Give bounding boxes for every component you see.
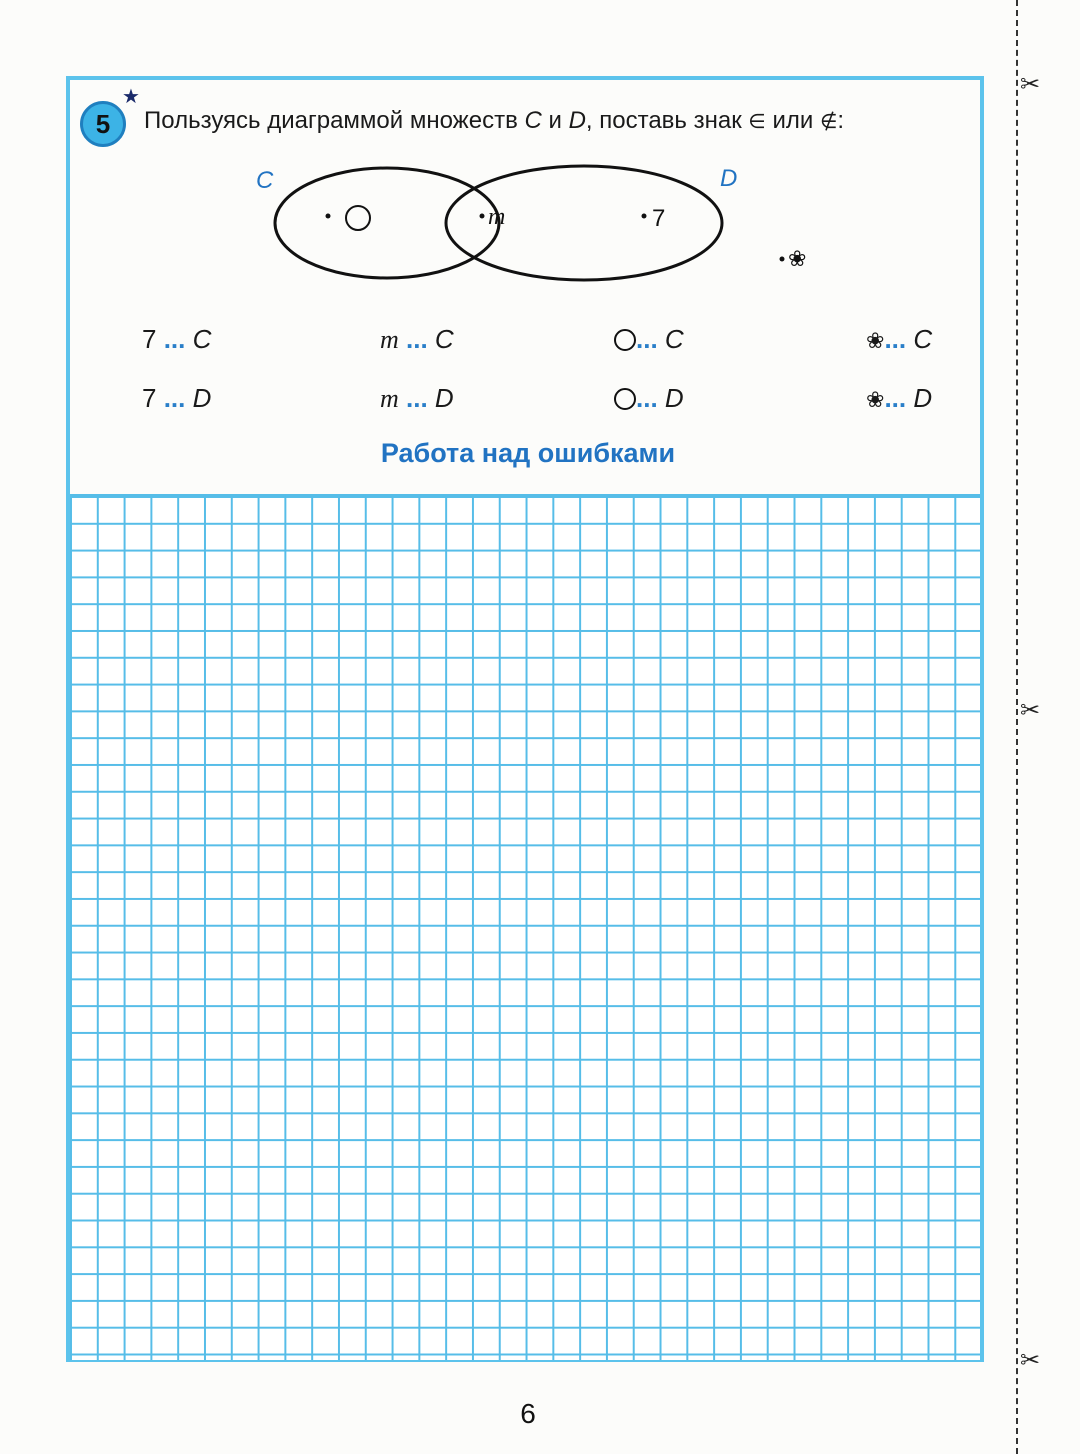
point-dot xyxy=(326,214,331,219)
scissors-icon: ✂ xyxy=(1020,70,1041,98)
answer-blank[interactable]: ... xyxy=(636,383,658,413)
scissors-icon: ✂ xyxy=(1020,1346,1041,1374)
exercise-circle-in-d: ... D xyxy=(614,383,684,414)
exercise-flower-in-c: ❀... C xyxy=(866,324,933,354)
section-title: Работа над ошибками xyxy=(380,438,676,468)
exercise-m-in-c: m ... C xyxy=(380,324,454,354)
circle-icon xyxy=(614,388,636,410)
answer-blank[interactable]: ... xyxy=(163,383,186,413)
circle-icon xyxy=(614,329,636,351)
circle-element xyxy=(346,206,370,230)
set-d-label: D xyxy=(720,165,738,192)
answer-blank[interactable]: ... xyxy=(884,383,907,413)
answer-blank[interactable]: ... xyxy=(406,383,428,413)
task-number: 5 xyxy=(95,108,111,139)
scissors-icon: ✂ xyxy=(1020,696,1041,724)
task-instruction: Пользуясь диаграммой множеств C и D, поставь знак ∈ или ∉: xyxy=(144,107,845,134)
task-number-badge xyxy=(80,101,126,147)
exercise-7-in-d: 7 ... D xyxy=(142,383,212,413)
element-7: 7 xyxy=(652,205,666,232)
set-c-label: C xyxy=(256,167,274,194)
point-dot xyxy=(480,214,485,219)
venn-diagram xyxy=(250,160,810,300)
flower-element-icon: ❀ xyxy=(788,247,807,272)
element-of-symbol: ∈ xyxy=(748,109,766,133)
answer-blank[interactable]: ... xyxy=(636,324,658,354)
exercise-m-in-d: m ... D xyxy=(380,383,454,413)
exercise-circle-in-c: ... C xyxy=(614,324,684,355)
flower-icon: ❀ xyxy=(866,329,885,354)
point-dot xyxy=(780,257,785,262)
flower-icon: ❀ xyxy=(866,388,885,413)
set-c-ellipse xyxy=(275,168,499,278)
cut-line xyxy=(1016,0,1018,1454)
exercise-7-in-c: 7 ... C xyxy=(142,324,212,354)
point-dot xyxy=(642,214,647,219)
page-number: 6 xyxy=(520,1398,536,1429)
grid-writing-area[interactable] xyxy=(70,494,980,1360)
answer-blank[interactable]: ... xyxy=(163,324,186,354)
exercise-flower-in-d: ❀... D xyxy=(866,383,933,413)
answer-blank[interactable]: ... xyxy=(406,324,428,354)
element-m: m xyxy=(488,204,506,230)
answer-blank[interactable]: ... xyxy=(884,324,907,354)
not-element-of-symbol: ∉ xyxy=(819,109,838,133)
star-icon: ★ xyxy=(122,84,140,108)
